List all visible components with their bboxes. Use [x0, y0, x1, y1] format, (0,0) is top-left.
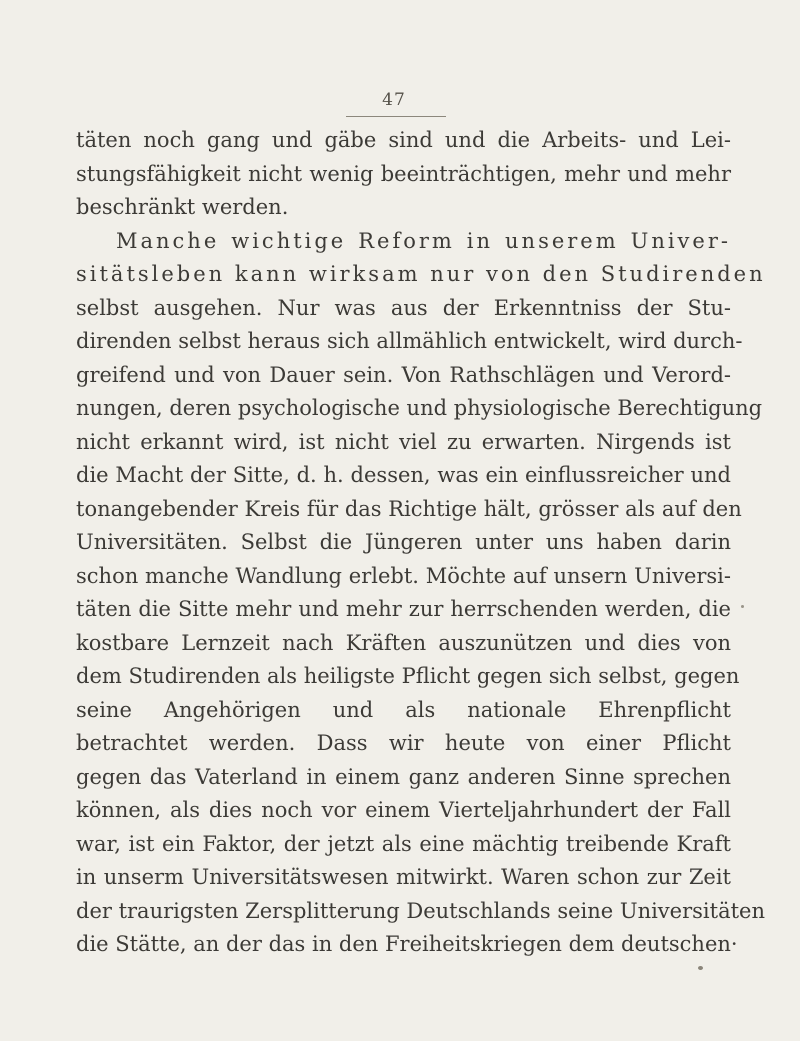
- text-line: sitätsleben kann wirksam nur von den Studirenden: [76, 262, 766, 286]
- body-text: [76, 124, 766, 962]
- paper-speck: [698, 966, 703, 970]
- text-line: tonangebender Kreis für das Richtige hält, grösser als auf den: [76, 496, 742, 521]
- text-line: greifend und von Dauer sein. Von Rathschlägen und Verord-: [76, 362, 731, 387]
- text-line: gegen das Vaterland in einem ganz anderen Sinne sprechen: [76, 764, 731, 789]
- text-line: schon manche Wandlung erlebt. Möchte auf unsern Universi-: [76, 563, 731, 588]
- text-line: stungsfähigkeit nicht wenig beeinträchtigen, mehr und mehr: [76, 161, 731, 186]
- text-line: täten die Sitte mehr und mehr zur herrschenden werden, die: [76, 597, 731, 621]
- text-line: nungen, deren psychologische und physiologische Berechtigung: [76, 396, 763, 420]
- page-number: 47: [382, 90, 406, 110]
- text-line: war, ist ein Faktor, der jetzt als eine mächtig treibende Kraft: [76, 831, 731, 856]
- text-line: seine Angehörigen und als nationale Ehrenpflicht: [76, 697, 731, 722]
- text-line: betrachtet werden. Dass wir heute von einer Pflicht: [76, 731, 731, 755]
- text-line: in unserm Universitätswesen mitwirkt. Waren schon zur Zeit: [76, 865, 731, 889]
- paper-speck: [741, 605, 744, 608]
- text-line: der traurigsten Zersplitterung Deutschlands seine Universitäten: [76, 898, 765, 923]
- text-line: Universitäten. Selbst die Jüngeren unter uns haben darin: [76, 530, 731, 554]
- header-rule: [346, 116, 446, 117]
- text-line: täten noch gang und gäbe sind und die Arbeits- und Lei-: [76, 128, 731, 152]
- text-line: die Macht der Sitte, d. h. dessen, was ein einflussreicher und: [76, 463, 731, 487]
- text-line: die Stätte, an der das in den Freiheitskriegen dem deutschen·: [76, 932, 738, 956]
- text-line: nicht erkannt wird, ist nicht viel zu erwarten. Nirgends ist: [76, 429, 731, 454]
- text-line: beschränkt werden.: [76, 195, 289, 219]
- text-line: direnden selbst heraus sich allmählich entwickelt, wird durch-: [76, 329, 743, 353]
- text-line: können, als dies noch vor einem Vierteljahrhundert der Fall: [76, 798, 731, 822]
- text-line: kostbare Lernzeit nach Kräften auszunützen und dies von: [76, 630, 731, 655]
- text-line: dem Studirenden als heiligste Pflicht gegen sich selbst, gegen: [76, 664, 740, 688]
- text-line: Manche wichtige Reform in unserem Univer-: [116, 228, 731, 253]
- text-line: selbst ausgehen. Nur was aus der Erkenntniss der Stu-: [76, 295, 731, 320]
